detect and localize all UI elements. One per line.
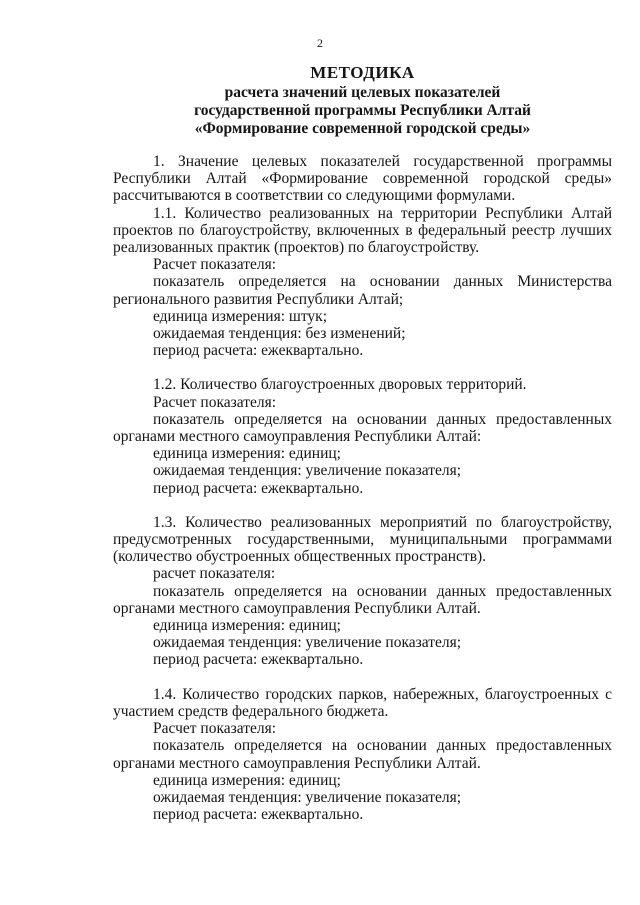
period-text: период расчета: ежеквартально. [153,479,364,497]
section-heading: 1.3. Количество реализованных мероприятий по благоустройству, предусмотренных государственными, муниципальными программами (количество обустроенных общественных пространств). [113,513,612,566]
section-heading: 1.1. Количество реализованных на территории Республики Алтай проектов по благоустройству, включенных в федеральный реестр лучших реализованных практик (проектов) по благоустройству. [113,204,612,257]
section-spacer [113,359,612,376]
calc-label: расчет показателя: [153,565,276,583]
intro-paragraph: 1. Значение целевых показателей государственной программы Республики Алтай «Формирование современной городской среды» рассчитываются в соответствии со следующими формулами. [113,153,612,205]
calc-label: Расчет показателя: [153,393,277,411]
document-body [113,153,612,840]
period-text: период расчета: ежеквартально. [153,806,364,824]
trend-text: ожидаемая тенденция: увеличение показателя; [153,788,462,806]
basis-text: показатель определяется на основании данных предоставленных органами местного самоуправления Республики Алтай. [113,582,612,617]
section-heading: 1.2. Количество благоустроенных дворовых территорий. [153,376,527,394]
basis-text: показатель определяется на основании данных предоставленных органами местного самоуправления Республики Алтай: [113,410,612,446]
unit-text: единица измерения: штук; [153,307,328,325]
trend-text: ожидаемая тенденция: увеличение показателя; [153,634,462,652]
trend-text: ожидаемая тенденция: увеличение показателя; [153,462,462,480]
period-text: период расчета: ежеквартально. [153,342,364,360]
unit-text: единица измерения: единиц; [153,445,341,463]
header-line-3: «Формирование современной городской среды» [194,120,531,137]
section-1-4 [113,686,612,824]
period-text: период расчета: ежеквартально. [153,651,364,669]
unit-text: единица измерения: единиц; [153,617,341,635]
basis-text: показатель определяется на основании данных предоставленных органами местного самоуправления Республики Алтай. [113,737,612,772]
document-title: МЕТОДИКА [310,63,415,82]
section-1-2 [113,376,612,496]
calc-label: Расчет показателя: [153,256,277,274]
unit-text: единица измерения: единиц; [153,771,341,789]
header-line-2: государственной программы Республики Алтай [194,102,531,119]
header-line-1: расчета значений целевых показателей [224,84,501,101]
basis-text: показатель определяется на основании данных Министерства регионального развития Республики Алтай; [113,273,612,308]
section-heading: 1.4. Количество городских парков, набережных, благоустроенных с участием средств федерального бюджета. [113,685,612,720]
section-1-1 [113,205,612,360]
trend-text: ожидаемая тенденция: без изменений; [153,325,406,343]
document-header [113,64,612,138]
page-number: 2 [317,36,323,50]
calc-label: Расчет показателя: [153,720,277,738]
section-1-3 [113,514,612,669]
